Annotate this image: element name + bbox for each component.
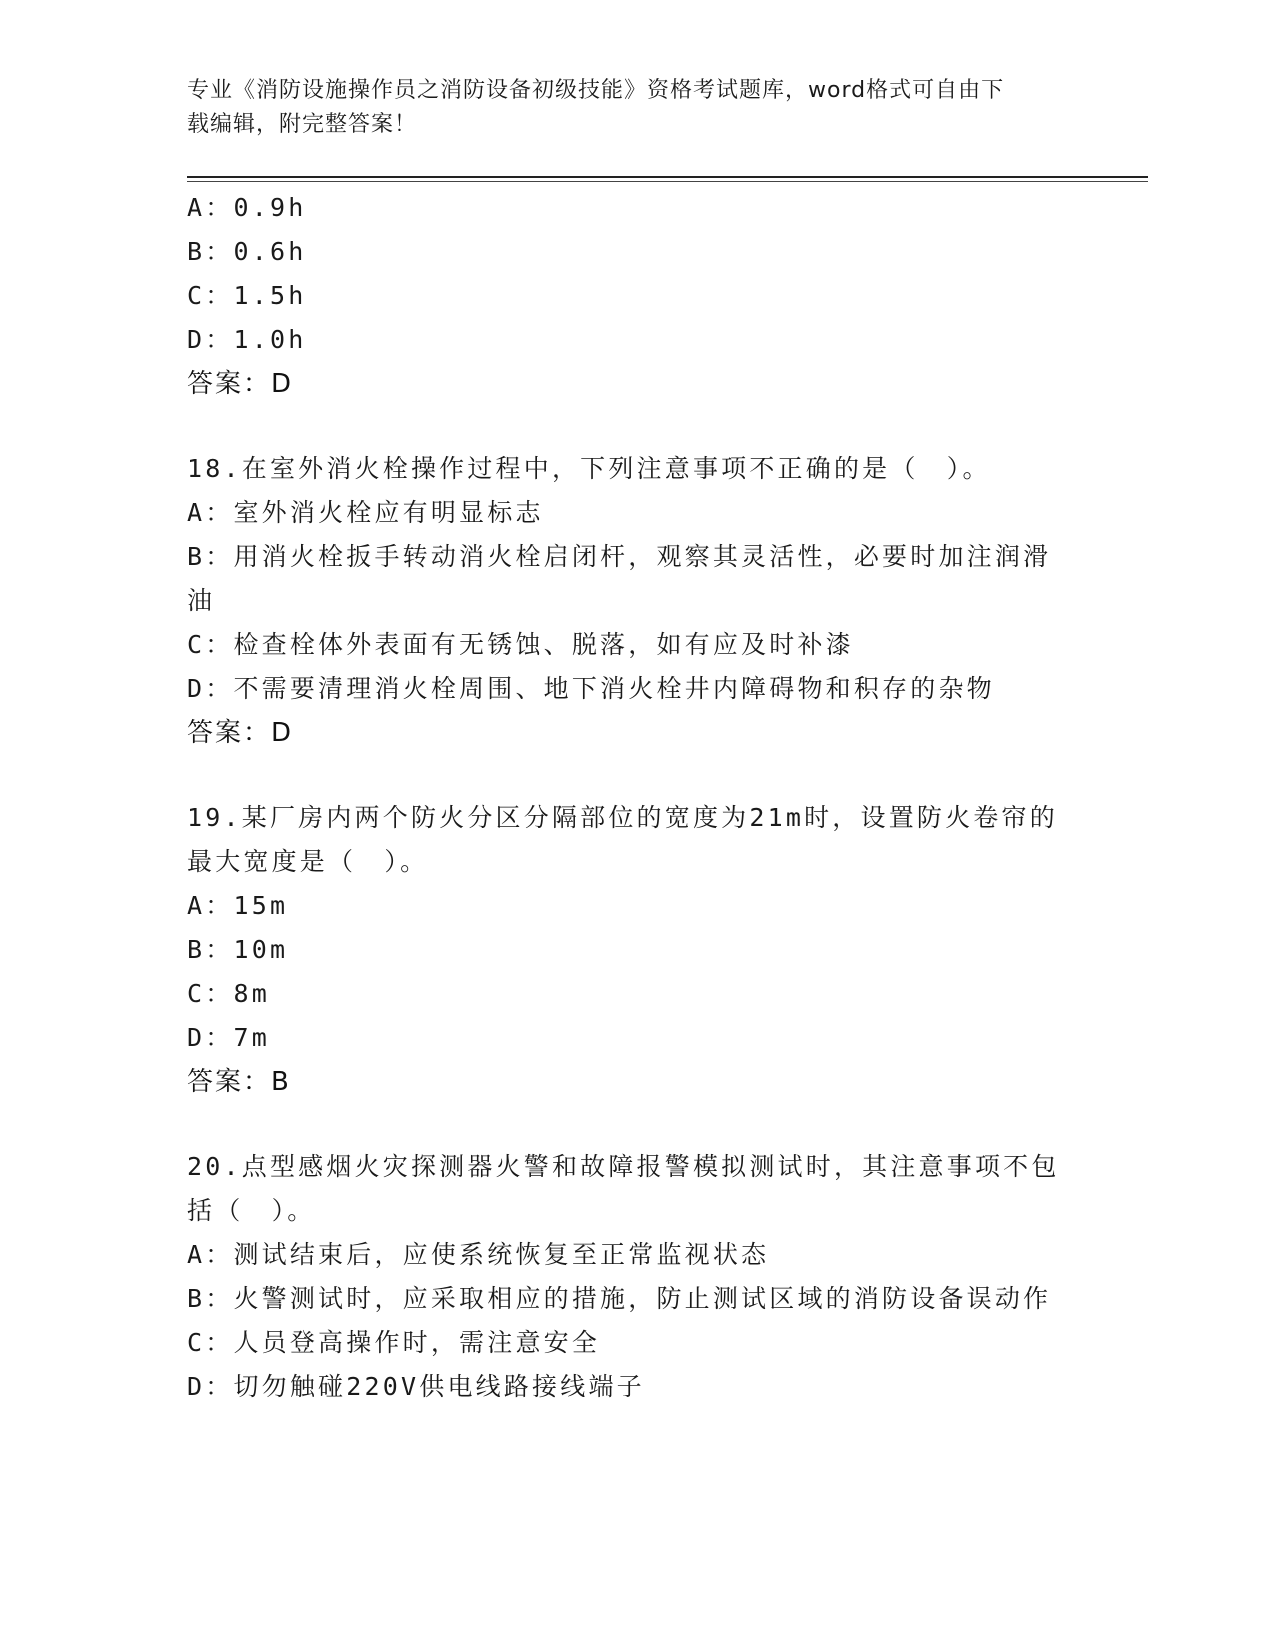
q19-option-a: A：15m [187, 891, 289, 920]
q18-option-a: A：室外消火栓应有明显标志 [187, 498, 544, 527]
q18-option-c: C：检查栓体外表面有无锈蚀、脱落，如有应及时补漆 [187, 630, 854, 659]
q17-option-d: D：1.0h [187, 325, 307, 354]
q17-option-c: C：1.5h [187, 281, 307, 310]
q18-option-b: B：用消火栓扳手转动消火栓启闭杆，观察其灵活性，必要时加注润滑 [187, 542, 1052, 571]
q18-answer: 答案：D [187, 718, 294, 748]
q17-answer: 答案：D [187, 369, 294, 399]
q19-option-c: C：8m [187, 979, 270, 1008]
header-rule-thin [187, 181, 1148, 182]
q20-option-b: B：火警测试时，应采取相应的措施，防止测试区域的消防设备误动作 [187, 1284, 1052, 1313]
q19-option-b: B：10m [187, 935, 289, 964]
q20-option-a: A：测试结束后，应使系统恢复至正常监视状态 [187, 1240, 770, 1269]
q19-option-d: D：7m [187, 1023, 270, 1052]
header-rule-thick [187, 176, 1148, 178]
header-line-2: 载编辑，附完整答案！ [187, 112, 418, 137]
q20-stem-line-2: 括（ ）。 [187, 1196, 316, 1225]
q18-option-d: D：不需要清理消火栓周围、地下消火栓井内障碍物和积存的杂物 [187, 674, 995, 703]
q17-option-b: B：0.6h [187, 237, 307, 266]
q19-stem-line-2: 最大宽度是（ ）。 [187, 847, 429, 876]
q18-stem: 18.在室外消火栓操作过程中，下列注意事项不正确的是（ ）。 [187, 454, 991, 483]
q20-option-c: C：人员登高操作时，需注意安全 [187, 1328, 601, 1357]
q20-option-d: D：切勿触碰220V供电线路接线端子 [187, 1372, 645, 1401]
header-line-1: 专业《消防设施操作员之消防设备初级技能》资格考试题库，word格式可自由下 [187, 78, 1005, 103]
q17-option-a: A：0.9h [187, 193, 307, 222]
document-header [187, 74, 1067, 142]
q19-stem-line-1: 19.某厂房内两个防火分区分隔部位的宽度为21m时，设置防火卷帘的 [187, 803, 1058, 832]
q19-answer: 答案：B [187, 1067, 291, 1097]
q18-option-b-continued: 油 [187, 586, 216, 615]
q20-stem-line-1: 20.点型感烟火灾探测器火警和故障报警模拟测试时，其注意事项不包 [187, 1152, 1060, 1181]
